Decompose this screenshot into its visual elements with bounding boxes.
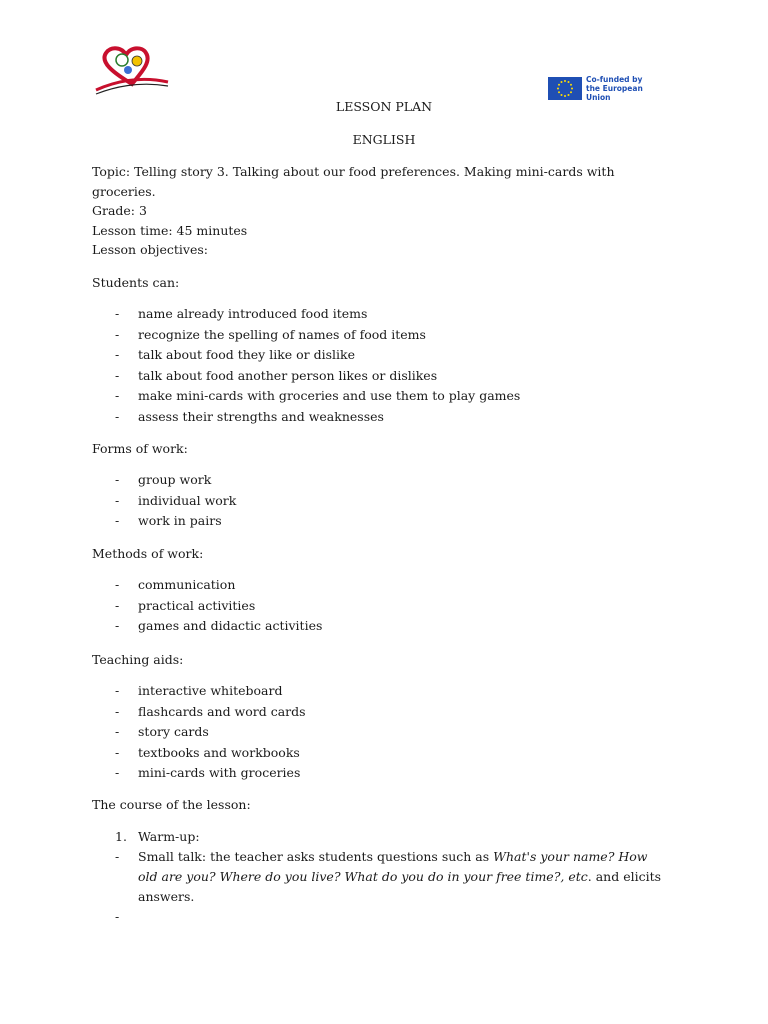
dash-bullet: -: [115, 472, 120, 487]
step-warm-up: [92, 827, 672, 847]
list-item-text: flashcards and word cards: [138, 703, 306, 719]
list-item: [92, 596, 672, 617]
empty-list-item: [92, 907, 672, 927]
dash-bullet: -: [115, 513, 120, 528]
lesson-info: [92, 162, 652, 260]
methods-of-work-list: [92, 575, 672, 637]
students-can-section: [92, 273, 672, 292]
dash-bullet: -: [115, 367, 120, 383]
teaching-aids-section: [92, 650, 672, 669]
list-item-text: talk about food they like or dislike: [138, 347, 356, 362]
eu-logo-line1: Co-funded by: [586, 75, 643, 84]
list-item: [92, 325, 672, 346]
small-talk-prefix: Small talk: the teacher asks students questions such as: [138, 849, 494, 864]
course-steps: [92, 827, 672, 927]
grade: Grade: 3: [92, 203, 147, 218]
list-item: [92, 763, 672, 784]
forms-of-work-section: [92, 439, 672, 458]
dash-bullet: -: [115, 849, 120, 864]
course-section: [92, 795, 672, 814]
list-item: [92, 702, 672, 723]
list-item-text: name already introduced food items: [138, 306, 368, 321]
list-item: [92, 345, 672, 366]
list-item: [92, 491, 672, 512]
dash-bullet: -: [115, 408, 120, 424]
list-item-text: recognize the spelling of names of food items: [138, 326, 426, 342]
eu-flag-icon: [548, 77, 582, 100]
forms-of-work-list: [92, 470, 672, 532]
dash-bullet: -: [115, 744, 120, 760]
list-item: [92, 681, 672, 702]
list-item: [92, 575, 672, 596]
list-item-text: individual work: [138, 492, 237, 508]
topic-line-1: Topic: Telling story 3. Talking about our food preferences. Making mini-cards with: [92, 164, 615, 179]
students-can-list: [92, 304, 672, 427]
title-lesson-plan: LESSON PLAN: [335, 99, 433, 114]
dash-bullet: -: [115, 597, 120, 613]
forms-of-work-heading: Forms of work:: [92, 441, 188, 456]
small-talk-questions-1: What's your name? How: [493, 849, 648, 864]
list-item: [92, 407, 672, 428]
step-number: 1.: [115, 829, 127, 844]
list-item-text: communication: [138, 577, 236, 592]
list-item: [92, 722, 672, 743]
small-talk-answers: answers.: [138, 889, 195, 904]
methods-of-work-section: [92, 544, 672, 563]
happy-maths-logo: [92, 44, 172, 100]
list-item-text: work in pairs: [138, 513, 222, 528]
list-item-text: group work: [138, 472, 212, 487]
students-can-heading: Students can:: [92, 275, 180, 290]
teaching-aids-heading: Teaching aids:: [92, 652, 184, 667]
dash-bullet: -: [115, 618, 120, 633]
list-item: [92, 386, 672, 407]
dash-bullet: -: [115, 703, 120, 719]
list-item-text: make mini-cards with groceries and use them to play games: [138, 388, 521, 403]
dash-bullet: -: [115, 388, 120, 403]
course-heading: The course of the lesson:: [92, 797, 251, 812]
list-item-text: games and didactic activities: [138, 618, 323, 633]
dash-bullet: -: [115, 724, 120, 739]
small-talk-questions-2: old are you? Where do you live? What do you do in your free time?, etc: [138, 869, 588, 884]
title-subject: ENGLISH: [352, 132, 416, 147]
dash-bullet: -: [115, 577, 120, 592]
list-item: [92, 366, 672, 387]
dash-bullet: -: [115, 306, 120, 321]
list-item-text: talk about food another person likes or dislikes: [138, 367, 438, 383]
dash-bullet: -: [115, 326, 120, 342]
list-item-text: interactive whiteboard: [138, 683, 283, 698]
lesson-time: Lesson time: 45 minutes: [92, 222, 248, 238]
list-item: [92, 616, 672, 637]
dash-bullet: -: [115, 347, 120, 362]
topic-line-2: groceries.: [92, 183, 156, 199]
list-item-text: story cards: [138, 724, 209, 739]
methods-of-work-heading: Methods of work:: [92, 546, 204, 561]
teaching-aids-list: [92, 681, 672, 784]
eu-logo-text: [586, 75, 666, 102]
list-item: [92, 304, 672, 325]
eu-cofunded-logo: [548, 75, 666, 102]
small-talk-suffix: . and elicits: [587, 869, 662, 884]
list-item-text: textbooks and workbooks: [138, 744, 300, 760]
eu-logo-line2: the European Union: [586, 84, 643, 102]
dash-bullet: -: [115, 683, 120, 698]
step-label: Warm-up:: [138, 829, 200, 844]
list-item: [92, 511, 672, 532]
small-talk-item: [92, 847, 672, 907]
list-item: [92, 743, 672, 764]
dash-bullet: -: [115, 765, 120, 780]
list-item-text: practical activities: [138, 597, 256, 613]
dash-bullet: -: [115, 492, 120, 508]
list-item-text: assess their strengths and weaknesses: [138, 408, 384, 424]
dash-bullet: -: [115, 909, 120, 924]
lesson-objectives: Lesson objectives:: [92, 242, 208, 257]
list-item: [92, 470, 672, 491]
list-item-text: mini-cards with groceries: [138, 765, 301, 780]
